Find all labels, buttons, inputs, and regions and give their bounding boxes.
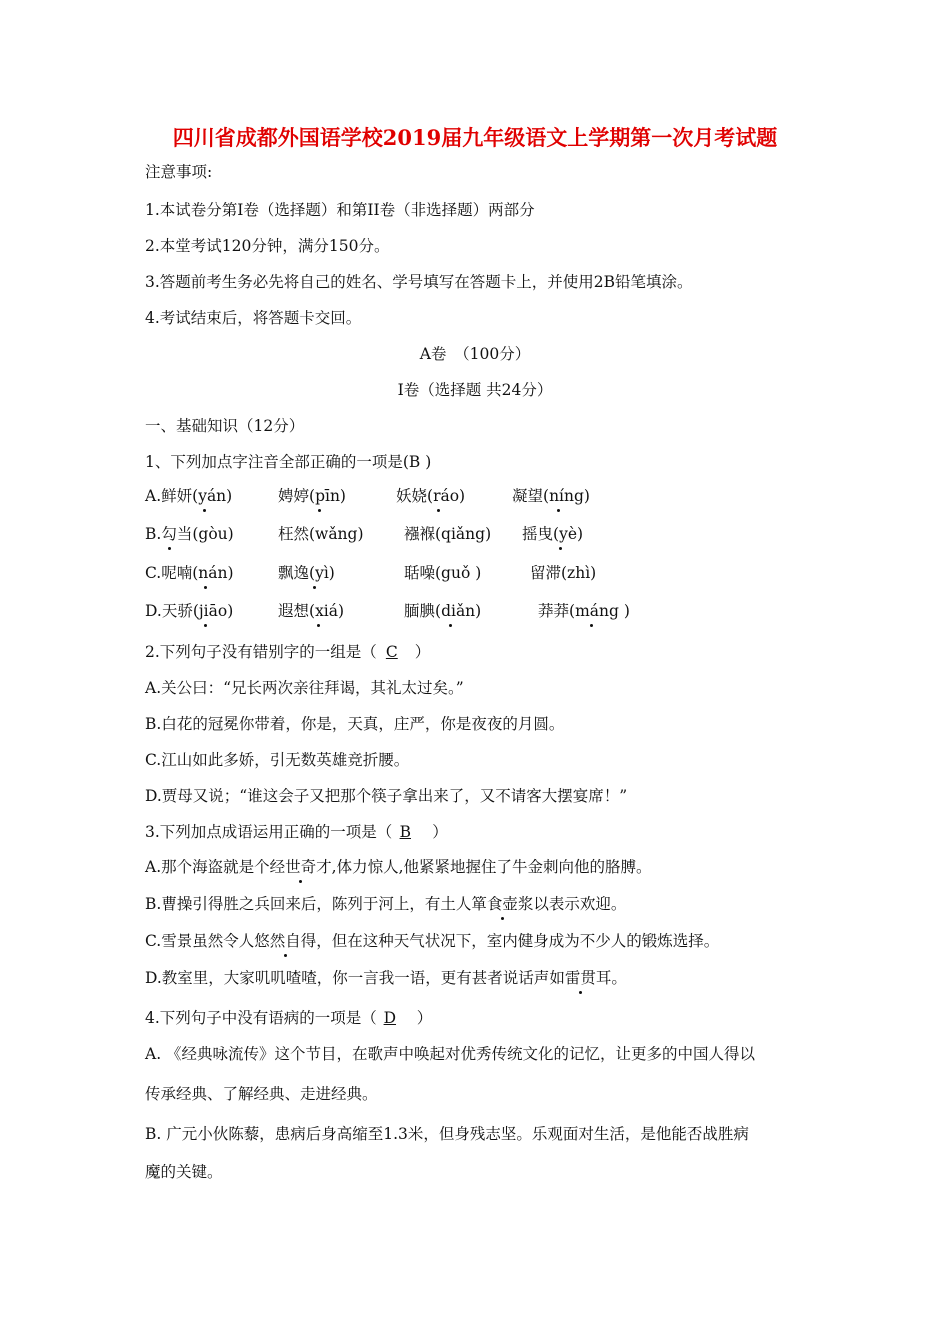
q4-option-a-line2: 传承经典、了解经典、走进经典。 <box>145 1085 378 1103</box>
q2-option-a: A.关公曰：“兄长两次亲往拜谒，其礼太过矣。” <box>145 679 464 697</box>
notice-item-2: 2.本堂考试120分钟，满分150分。 <box>145 237 390 255</box>
q4-option-b-line1: B. 广元小伙陈藜，患病后身高缩至1.3米，但身残志坚。乐观面对生活，是他能否战胜病 <box>145 1125 749 1143</box>
q4-option-b-line2: 魔的关键。 <box>145 1163 223 1181</box>
notice-heading: 注意事项: <box>145 163 213 181</box>
q1-option-d-3: 腼腆(diǎn) <box>404 602 482 620</box>
q3-option-a: A.那个海盗就是个经世奇才,体力惊人,他紧紧地握住了牛金刺向他的胳膊。 <box>145 858 652 876</box>
q3-option-d: D.教室里，大家叽叽喳喳，你一言我一语，更有甚者说话声如雷贯耳。 <box>145 969 627 987</box>
q2-stem: 2.下列句子没有错别字的一组是（ C ） <box>145 643 431 661</box>
notice-item-4: 4.考试结束后，将答题卡交回。 <box>145 309 362 327</box>
q2-option-b: B.白花的冠冕你带着，你是，天真，庄严，你是夜夜的月圆。 <box>145 715 565 733</box>
q1-option-c-4: 留滞(zhì) <box>530 564 597 582</box>
q1-option-a-3: 妖娆(ráo) <box>396 487 466 505</box>
dotted-char: 妍(yán) <box>176 487 233 505</box>
q1-option-b-4: 摇曳(yè) <box>522 525 584 543</box>
notice-item-3: 3.答题前考生务必先将自己的姓名、学号填写在答题卡上，并使用2B铅笔填涂。 <box>145 273 693 291</box>
q2-answer: C <box>385 643 398 661</box>
q4-stem: 4.下列句子中没有语病的一项是（ D ） <box>145 1009 433 1027</box>
q2-option-c: C.江山如此多娇，引无数英雄竞折腰。 <box>145 751 410 769</box>
q1-stem: 1、下列加点字注音全部正确的一项是(B ) <box>145 453 432 471</box>
q4-option-a-line1: A. 《经典咏流传》这个节目，在歌声中唤起对优秀传统文化的记忆，让更多的中国人得以 <box>145 1045 756 1063</box>
q3-stem: 3.下列加点成语运用正确的一项是（ B ） <box>145 823 448 841</box>
q1-option-c-3: 聒噪(guǒ ) <box>404 564 482 582</box>
section-a-heading: A卷 （100分） <box>419 345 531 363</box>
q1-option-b-2: 枉然(wǎng) <box>278 525 364 543</box>
basics-heading: 一、基础知识（12分） <box>145 417 305 435</box>
q1-option-b: B.勾当(gòu) <box>145 525 234 543</box>
page-title: 四川省成都外国语学校2019届九年级语文上学期第一次月考试题 <box>172 125 778 150</box>
q1-option-c-2: 飘逸(yì) <box>278 564 335 582</box>
q1-option-d: D.天骄(jiāo) <box>145 602 234 620</box>
part-one-heading: I卷（选择题 共24分） <box>397 381 553 399</box>
notice-item-1: 1.本试卷分第I卷（选择题）和第II卷（非选择题）两部分 <box>145 201 535 219</box>
q1-option-a-2: 娉婷(pīn) <box>278 487 346 505</box>
q3-answer: B <box>399 823 411 841</box>
q1-option-b-3: 襁褓(qiǎng) <box>404 525 492 543</box>
q1-option-a-4: 凝望(níng) <box>512 487 590 505</box>
q1-option-d-4: 莽莽(máng ) <box>538 602 630 620</box>
q1-option-c: C.呢喃(nán) <box>145 564 234 582</box>
q3-option-c: C.雪景虽然令人悠然自得，但在这种天气状况下，室内健身成为不少人的锻炼选择。 <box>145 932 720 950</box>
q1-option-a: A.鲜妍(yán) <box>145 487 233 505</box>
q2-option-d: D.贾母又说；“谁这会子又把那个筷子拿出来了，又不请客大摆宴席！” <box>145 787 628 805</box>
q4-answer: D <box>383 1009 397 1027</box>
q3-option-b: B.曹操引得胜之兵回来后，陈列于河上，有土人箪食壶浆以表示欢迎。 <box>145 895 627 913</box>
q1-option-d-2: 遐想(xiá) <box>278 602 345 620</box>
